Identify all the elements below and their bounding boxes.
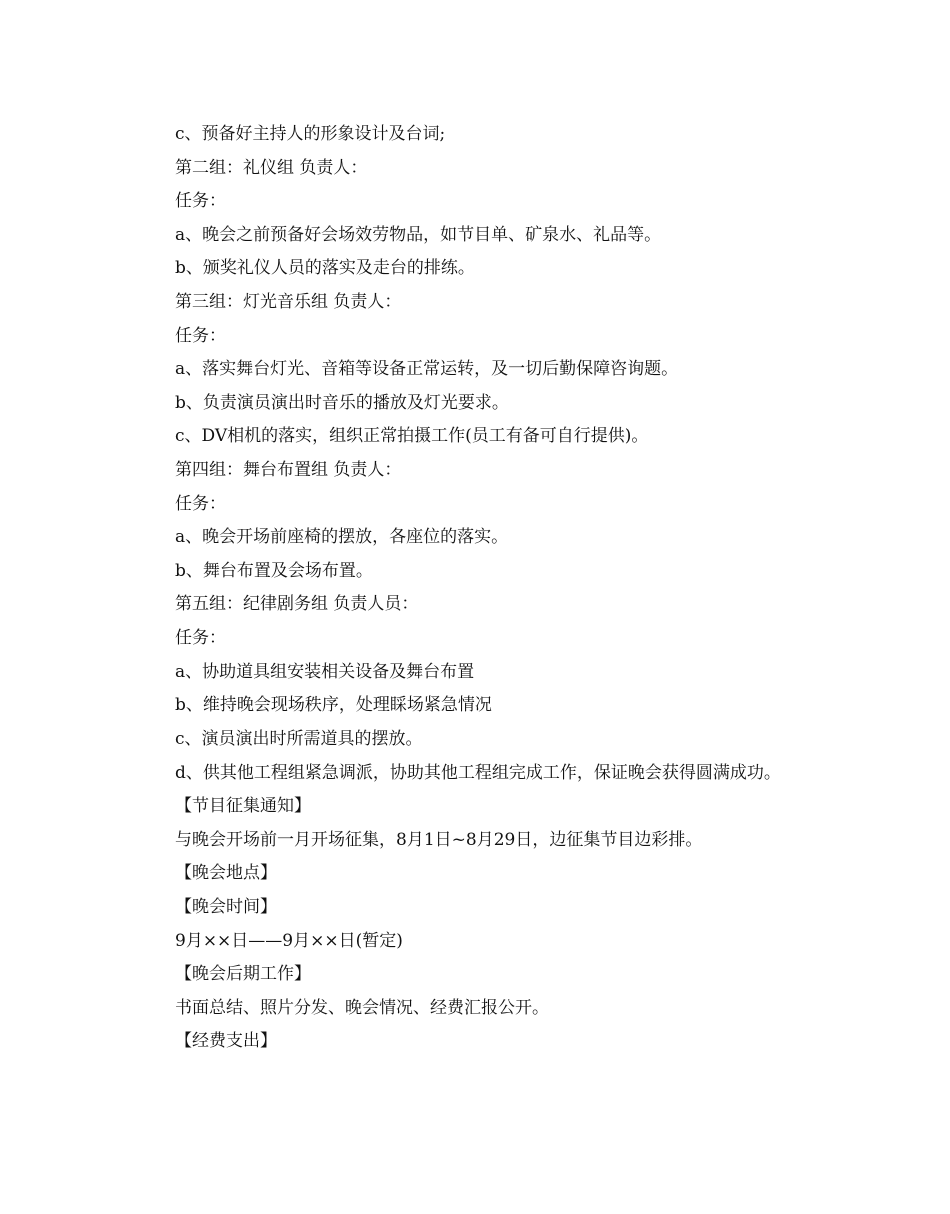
bracket-heading: 【晚会时间】	[175, 897, 277, 918]
text-line: b、负责演员演出时音乐的播放及灯光要求。	[175, 392, 509, 413]
text-line: b、维持晚会现场秩序，处理睬场紧急情况	[175, 695, 492, 716]
text-line: a、协助道具组安装相关设备及舞台布置	[175, 661, 475, 682]
bracket-heading: 【节目征集通知】	[175, 796, 311, 817]
text-line: c、演员演出时所需道具的摆放。	[175, 728, 423, 749]
bracket-heading: 【晚会地点】	[175, 863, 277, 884]
bracket-heading: 【晚会后期工作】	[175, 964, 311, 985]
text-line: a、晚会之前预备好会场效劳物品，如节目单、矿泉水、礼品等。	[175, 224, 662, 245]
text-line: b、舞台布置及会场布置。	[175, 560, 373, 581]
text-line: 书面总结、照片分发、晚会情况、经费汇报公开。	[175, 997, 549, 1018]
wrapped-paragraph: d、供其他工程组紧急调派，协助其他工程组完成工作，保证晚会获得圆满成功。	[175, 763, 781, 784]
section-heading: 第五组：纪律剧务组 负责人员：	[175, 594, 419, 615]
text-line: 9月××日——9月××日(暂定)	[175, 930, 403, 951]
bracket-heading: 【经费支出】	[175, 1031, 277, 1052]
text-line: a、落实舞台灯光、音箱等设备正常运转，及一切后勤保障咨询题。	[175, 359, 679, 380]
text-line: 任务：	[175, 325, 226, 346]
text-line: 与晚会开场前一月开场征集，8月1日~8月29日，边征集节目边彩排。	[175, 829, 703, 850]
section-heading: 第四组：舞台布置组 负责人：	[175, 459, 402, 480]
section-heading: 第二组：礼仪组 负责人：	[175, 157, 368, 178]
text-line: 任务：	[175, 191, 226, 212]
section-heading: 第三组：灯光音乐组 负责人：	[175, 291, 402, 312]
text-line: b、颁奖礼仪人员的落实及走台的排练。	[175, 258, 475, 279]
text-line: 任务：	[175, 627, 226, 648]
document-body	[140, 118, 820, 1059]
text-line: c、DV相机的落实，组织正常拍摄工作(员工有备可自行提供)。	[175, 426, 649, 447]
text-line: 任务：	[175, 493, 226, 514]
text-line: c、预备好主持人的形象设计及台词;	[175, 124, 446, 144]
text-line: a、晚会开场前座椅的摆放，各座位的落实。	[175, 527, 509, 548]
